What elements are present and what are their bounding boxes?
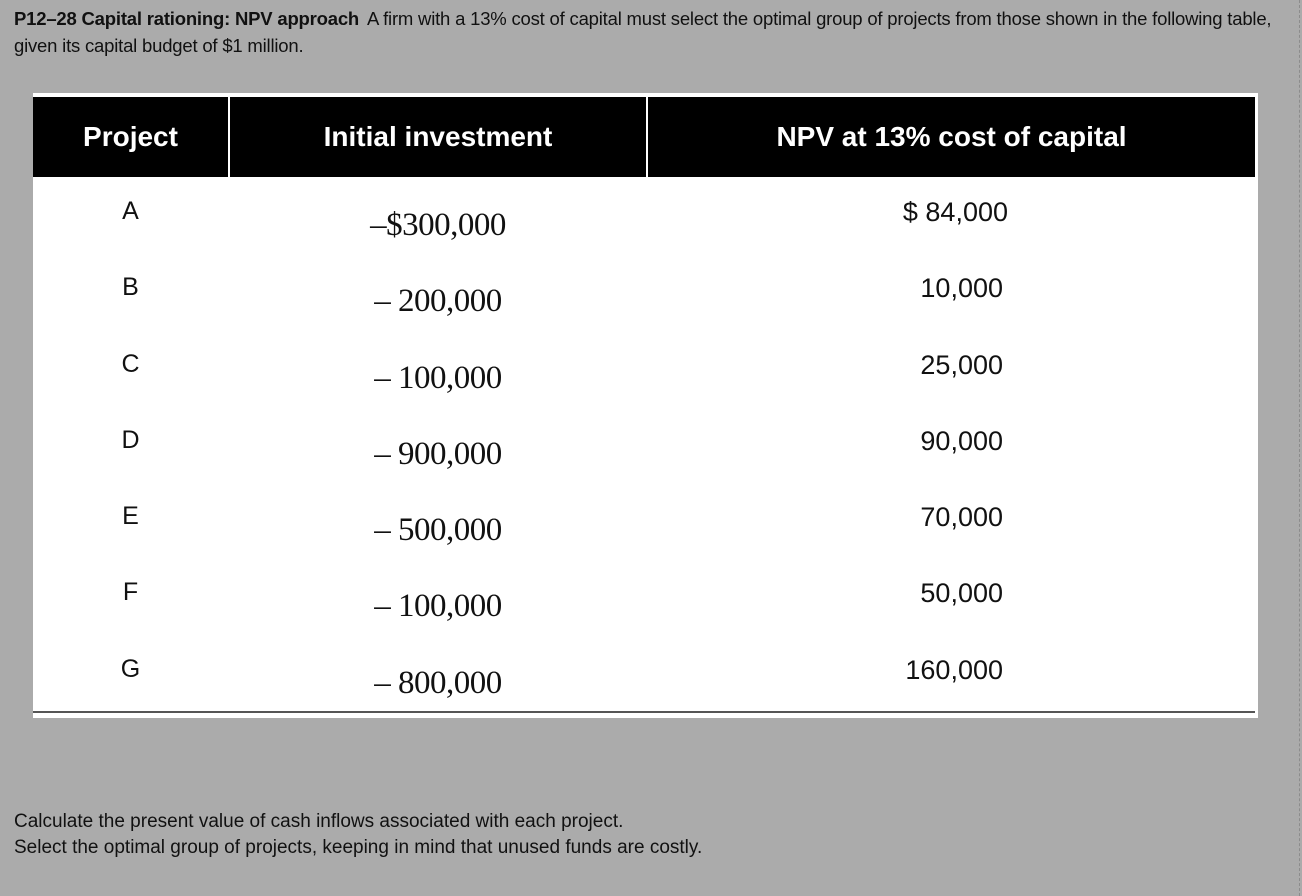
project-cell: F — [122, 578, 139, 606]
projects-table — [33, 93, 1258, 718]
instruction-line: Select the optimal group of projects, keeping in mind that unused funds are costly. — [14, 837, 703, 858]
table-row — [33, 263, 1255, 339]
project-cell: D — [121, 426, 140, 454]
npv-cell: $ 84,000 — [902, 197, 1008, 227]
investment-cell: –$300,000 — [370, 207, 506, 243]
npv-cell: 25,000 — [920, 350, 1003, 380]
header-initial-investment: Initial investment — [323, 121, 553, 152]
npv-cell: 10,000 — [920, 273, 1003, 303]
problem-statement — [14, 5, 1284, 59]
table-row — [33, 645, 1255, 721]
investment-cell: – 100,000 — [374, 588, 502, 624]
investment-cell: – 900,000 — [374, 436, 502, 472]
investment-cell: – 800,000 — [374, 665, 502, 701]
header-project: Project — [83, 121, 178, 152]
project-cell: A — [122, 197, 139, 225]
table-row — [33, 187, 1255, 263]
table-row — [33, 416, 1255, 492]
project-cell: G — [120, 655, 141, 683]
npv-cell: 160,000 — [905, 655, 1003, 685]
investment-cell: – 100,000 — [374, 360, 502, 396]
problem-description: A firm with a 13% cost of capital must select the optimal group of projects from those shown in the following table, given its capital budget of $1 million. — [14, 8, 1272, 56]
npv-cell: 70,000 — [920, 502, 1003, 532]
npv-cell: 50,000 — [920, 578, 1003, 608]
instruction-line: Calculate the present value of cash inflows associated with each project. — [14, 811, 624, 832]
project-cell: E — [122, 502, 139, 530]
instructions — [14, 809, 702, 861]
table-row — [33, 492, 1255, 568]
project-cell: C — [121, 350, 140, 378]
project-cell: B — [122, 273, 139, 301]
problem-title: P12–28 Capital rationing: NPV approach — [14, 8, 360, 29]
table-row — [33, 340, 1255, 416]
header-npv: NPV at 13% cost of capital — [776, 121, 1127, 152]
table-bottom-rule — [33, 711, 1255, 713]
table-header — [33, 97, 1255, 177]
investment-cell: – 200,000 — [374, 283, 502, 319]
table-row — [33, 568, 1255, 644]
npv-cell: 90,000 — [920, 426, 1003, 456]
investment-cell: – 500,000 — [374, 512, 502, 548]
